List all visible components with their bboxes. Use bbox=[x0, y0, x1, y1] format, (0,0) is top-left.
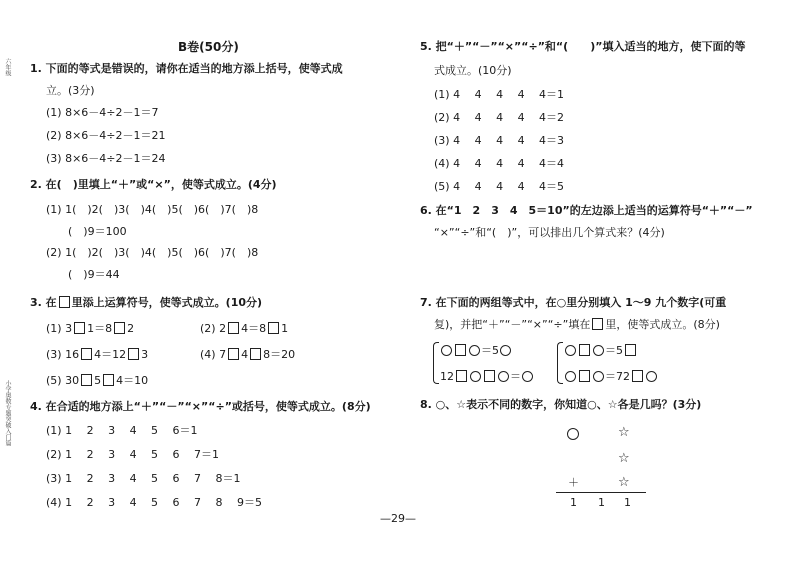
eq-b1: ＝5 bbox=[564, 344, 638, 358]
q5-item-3: (3) 4 4 4 4 4＝3 bbox=[434, 134, 565, 147]
q7-heading-2: 复)，并把“＋”“－”“×”“÷”填在 里，使等式成立。(8分) bbox=[434, 318, 720, 331]
q1-heading-2: 立。(3分) bbox=[46, 84, 95, 97]
blank-box[interactable] bbox=[228, 348, 239, 360]
q5-item-1: (1) 4 4 4 4 4＝1 bbox=[434, 88, 565, 101]
circle-blank[interactable] bbox=[593, 371, 604, 382]
q5-item-5: (5) 4 4 4 4 4＝5 bbox=[434, 180, 565, 193]
q5-item-4: (4) 4 4 4 4 4＝4 bbox=[434, 157, 565, 170]
circle-blank[interactable] bbox=[646, 371, 657, 382]
q3-heading: 3. 在 里添上运算符号，使等式成立。(10分) bbox=[30, 296, 263, 309]
blank-box[interactable] bbox=[59, 296, 70, 308]
circle-blank[interactable] bbox=[500, 345, 511, 356]
q1-item-2: (2) 8×6－4÷2－1＝21 bbox=[46, 129, 166, 142]
star-symbol: ☆ bbox=[618, 475, 630, 490]
blank-box[interactable] bbox=[74, 322, 85, 334]
blank-box[interactable] bbox=[128, 348, 139, 360]
blank-box[interactable] bbox=[250, 348, 261, 360]
circle-symbol bbox=[567, 428, 579, 440]
star-symbol: ☆ bbox=[618, 425, 630, 440]
q2-row1: (1) 1( )2( )3( )4( )5( )6( )7( )8 bbox=[46, 203, 259, 216]
circle-blank[interactable] bbox=[593, 345, 604, 356]
q4-item-1: (1) 1 2 3 4 5 6＝1 bbox=[46, 424, 198, 437]
result-digit: 1 bbox=[570, 496, 577, 509]
q1-item-1: (1) 8×6－4÷2－1＝7 bbox=[46, 106, 159, 119]
blank-box[interactable] bbox=[484, 370, 495, 382]
q8-heading: 8. ○、☆表示不同的数字，你知道○、☆各是几吗？(3分) bbox=[420, 398, 702, 411]
circle-blank[interactable] bbox=[441, 345, 452, 356]
q3-item-1: (1) 3 1＝8 2 bbox=[46, 322, 135, 335]
side-label-bottom: 小学奥数专题突破入门篇 bbox=[4, 380, 11, 446]
q5-item-2: (2) 4 4 4 4 4＝2 bbox=[434, 111, 565, 124]
q3-item-3: (3) 16 4＝12 3 bbox=[46, 348, 149, 361]
brace-b bbox=[557, 342, 563, 384]
q4-item-2: (2) 1 2 3 4 5 6 7＝1 bbox=[46, 448, 220, 461]
blank-box[interactable] bbox=[114, 322, 125, 334]
plus-sign: ＋ bbox=[568, 476, 579, 489]
eq-a2: 12 ＝ bbox=[440, 370, 534, 384]
q1-item-3: (3) 8×6－4÷2－1＝24 bbox=[46, 152, 166, 165]
q3-item-4: (4) 7 4 8＝20 bbox=[200, 348, 296, 361]
blank-box[interactable] bbox=[103, 374, 114, 386]
q4-heading: 4. 在合适的地方添上“＋”“－”“×”“÷”或括号，使等式成立。(8分) bbox=[30, 400, 371, 413]
q4-item-4: (4) 1 2 3 4 5 6 7 8 9＝5 bbox=[46, 496, 263, 509]
blank-box[interactable] bbox=[579, 344, 590, 356]
star-symbol: ☆ bbox=[618, 451, 630, 466]
page-number: —29— bbox=[380, 512, 416, 525]
q6-heading-2: “×”“÷”和“( )”，可以排出几个算式来？(4分) bbox=[434, 226, 665, 239]
q6-heading: 6. 在“1 2 3 4 5＝10”的左边添上适当的运算符号“＋”“－” bbox=[420, 204, 753, 217]
q7-heading: 7. 在下面的两组等式中，在○里分别填入 1～9 九个数字(可重 bbox=[420, 296, 727, 309]
result-digit: 1 bbox=[598, 496, 605, 509]
blank-box[interactable] bbox=[632, 370, 643, 382]
q1-heading: 1. 下面的等式是错误的，请你在适当的地方添上括号，使等式成 bbox=[30, 62, 343, 75]
q3-item-2: (2) 2 4＝8 1 bbox=[200, 322, 289, 335]
section-title: B卷(50分) bbox=[178, 40, 239, 54]
q2-heading: 2. 在( )里填上“＋”或“×”，使等式成立。(4分) bbox=[30, 178, 277, 191]
side-label-top: 六年级 bbox=[4, 58, 11, 76]
brace-a bbox=[433, 342, 439, 384]
eq-b2: ＝72 bbox=[564, 370, 658, 384]
q2-row2b: ( )9＝44 bbox=[68, 268, 120, 281]
circle-blank[interactable] bbox=[565, 371, 576, 382]
q5-heading: 5. 把“＋”“－”“×”“÷”和“( )”填入适当的地方，使下面的等 bbox=[420, 40, 746, 53]
q2-row1b: ( )9＝100 bbox=[68, 225, 127, 238]
q2-row2: (2) 1( )2( )3( )4( )5( )6( )7( )8 bbox=[46, 246, 259, 259]
eq-a1: ＝5 bbox=[440, 344, 512, 358]
blank-box[interactable] bbox=[268, 322, 279, 334]
q5-heading-2: 式成立。(10分) bbox=[434, 64, 512, 77]
result-digit: 1 bbox=[624, 496, 631, 509]
q3-item-5: (5) 30 5 4＝10 bbox=[46, 374, 149, 387]
circle-blank[interactable] bbox=[498, 371, 509, 382]
blank-box[interactable] bbox=[81, 374, 92, 386]
blank-box[interactable] bbox=[625, 344, 636, 356]
blank-box[interactable] bbox=[81, 348, 92, 360]
blank-box[interactable] bbox=[579, 370, 590, 382]
circle-blank[interactable] bbox=[470, 371, 481, 382]
q4-item-3: (3) 1 2 3 4 5 6 7 8＝1 bbox=[46, 472, 241, 485]
sum-line bbox=[556, 492, 646, 493]
circle-blank[interactable] bbox=[522, 371, 533, 382]
blank-box[interactable] bbox=[455, 344, 466, 356]
blank-box[interactable] bbox=[456, 370, 467, 382]
blank-box[interactable] bbox=[228, 322, 239, 334]
circle-blank[interactable] bbox=[565, 345, 576, 356]
circle-blank[interactable] bbox=[469, 345, 480, 356]
blank-box[interactable] bbox=[592, 318, 603, 330]
